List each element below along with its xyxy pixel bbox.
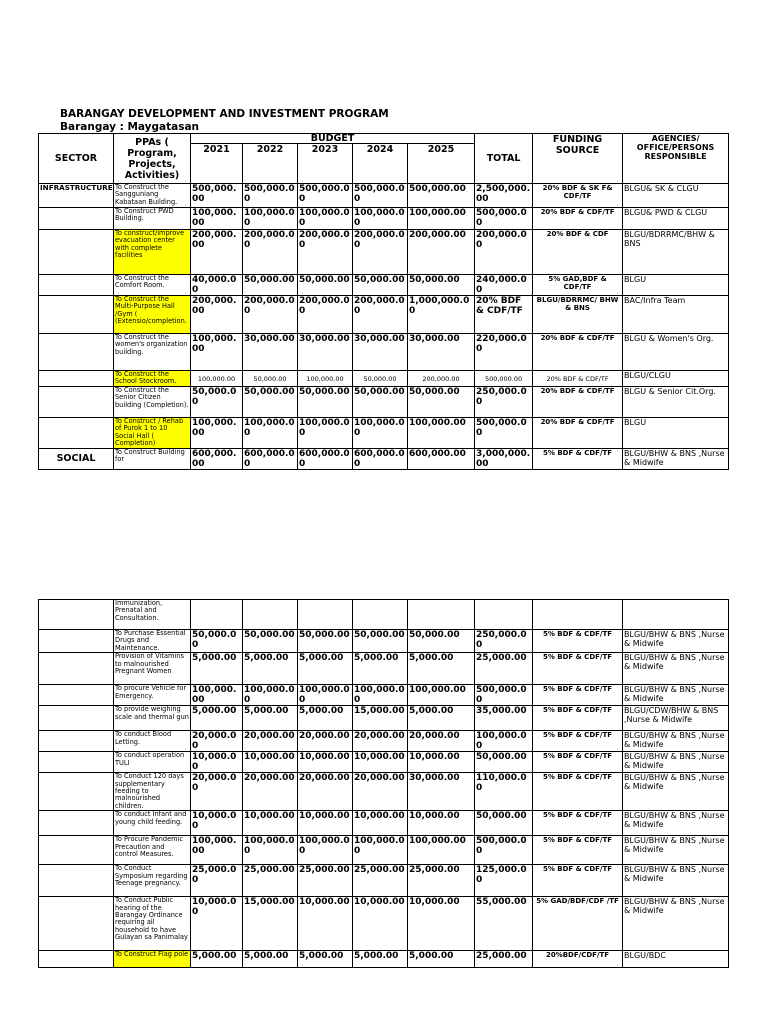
budget-2024-cell: 50,000.00 xyxy=(353,630,408,653)
budget-2025-cell: 30,000.00 xyxy=(408,773,475,811)
budget-2024-cell: 100,000.00 xyxy=(353,418,408,449)
ppa-cell: Immunization, Prenatal and Consultation. xyxy=(114,600,191,630)
budget-2025-cell: 100,000.00 xyxy=(408,418,475,449)
total-cell: 250,000.00 xyxy=(475,387,533,418)
budget-2024-cell: 5,000.00 xyxy=(353,951,408,968)
budget-2023-cell: 100,000.00 xyxy=(298,836,353,865)
budget-2024-cell: 100,000.00 xyxy=(353,836,408,865)
table-row xyxy=(39,184,729,208)
table-row xyxy=(39,387,729,418)
table-row xyxy=(39,865,729,897)
sector-cell xyxy=(39,811,114,836)
header-year-2024: 2024 xyxy=(353,144,408,184)
budget-2023-cell: 200,000.00 xyxy=(298,296,353,334)
sector-cell xyxy=(39,208,114,230)
budget-2021-cell: 200,000.00 xyxy=(191,230,243,275)
funding-cell: 5% BDF & CDF/TF xyxy=(533,865,623,897)
ppa-cell: To Conduct Symposium regarding Teenage pregnancy. xyxy=(114,865,191,897)
budget-2024-cell: 20,000.00 xyxy=(353,731,408,752)
table-row xyxy=(39,811,729,836)
sector-cell xyxy=(39,731,114,752)
sector-cell: SOCIAL xyxy=(39,448,114,469)
ppa-cell: To Construct the Multi-Purpose Hall /Gym ( (Extensio/completion. xyxy=(114,296,191,334)
total-cell: 500,000.00 xyxy=(475,685,533,706)
total-cell: 3,000,000.00 xyxy=(475,448,533,469)
agency-cell: BLGU & Senior Cit.Org. xyxy=(623,387,729,418)
budget-2023-cell: 50,000.00 xyxy=(298,387,353,418)
total-cell: 220,000.00 xyxy=(475,334,533,371)
funding-cell: BLGU/BDRRMC/ BHW & BNS xyxy=(533,296,623,334)
budget-2025-cell: 200,000.00 xyxy=(408,230,475,275)
funding-cell: 20% BDF & CDF/TF xyxy=(533,418,623,449)
agency-cell: BLGU/BHW & BNS ,Nurse & Midwife xyxy=(623,731,729,752)
budget-2024-cell: 200,000.00 xyxy=(353,230,408,275)
ppa-cell: To conduct operation TULI xyxy=(114,752,191,773)
total-cell: 35,000.00 xyxy=(475,706,533,731)
budget-2022-cell: 600,000.00 xyxy=(243,448,298,469)
header-year-2023: 2023 xyxy=(298,144,353,184)
budget-2021-cell: 10,000.00 xyxy=(191,752,243,773)
agency-cell: BLGU/BHW & BNS ,Nurse & Midwife xyxy=(623,685,729,706)
budget-2025-cell: 5,000.00 xyxy=(408,706,475,731)
budget-2021-cell: 20,000.00 xyxy=(191,773,243,811)
agency-cell: BLGU/BHW & BNS ,Nurse & Midwife xyxy=(623,836,729,865)
agency-cell: BAC/Infra Team xyxy=(623,296,729,334)
total-cell xyxy=(475,600,533,630)
total-cell: 20% BDF & CDF/TF xyxy=(475,296,533,334)
budget-2025-cell xyxy=(408,600,475,630)
table-row xyxy=(39,836,729,865)
budget-2024-cell: 20,000.00 xyxy=(353,773,408,811)
budget-2023-cell: 10,000.00 xyxy=(298,752,353,773)
budget-2021-cell: 25,000.00 xyxy=(191,865,243,897)
budget-2023-cell: 10,000.00 xyxy=(298,811,353,836)
sector-cell xyxy=(39,600,114,630)
funding-cell: 5% GAD/BDF/CDF /TF xyxy=(533,897,623,951)
budget-2024-cell: 100,000.00 xyxy=(353,685,408,706)
ppa-cell: To Construct the Comfort Room. xyxy=(114,275,191,296)
sector-cell xyxy=(39,951,114,968)
funding-cell: 20% BDF & CDF xyxy=(533,230,623,275)
table-row xyxy=(39,230,729,275)
funding-cell: 5% GAD,BDF & CDF/TF xyxy=(533,275,623,296)
total-cell: 125,000.00 xyxy=(475,865,533,897)
budget-2022-cell: 20,000.00 xyxy=(243,731,298,752)
sector-cell xyxy=(39,230,114,275)
budget-2022-cell: 100,000.00 xyxy=(243,208,298,230)
header-ppas: PPAs ( Program, Projects, Activities) xyxy=(114,134,191,184)
budget-2025-cell: 5,000.00 xyxy=(408,653,475,685)
total-cell: 55,000.00 xyxy=(475,897,533,951)
sector-cell xyxy=(39,334,114,371)
total-cell: 50,000.00 xyxy=(475,811,533,836)
total-cell: 50,000.00 xyxy=(475,752,533,773)
budget-2021-cell: 100,000.00 xyxy=(191,685,243,706)
budget-2025-cell: 5,000.00 xyxy=(408,951,475,968)
budget-2022-cell: 100,000.00 xyxy=(243,418,298,449)
budget-2022-cell: 10,000.00 xyxy=(243,811,298,836)
agency-cell: BLGU/CLGU xyxy=(623,371,729,387)
budget-2021-cell: 100,000.00 xyxy=(191,418,243,449)
funding-cell: 5% BDF & CDF/TF xyxy=(533,836,623,865)
budget-2023-cell: 20,000.00 xyxy=(298,731,353,752)
budget-2025-cell: 100,000.00 xyxy=(408,685,475,706)
funding-cell: 5% BDF & CDF/TF xyxy=(533,731,623,752)
ppa-cell: To Construct Flag pole xyxy=(114,951,191,968)
funding-cell: 20% BDF & SK F& CDF/TF xyxy=(533,184,623,208)
header-year-2025: 2025 xyxy=(408,144,475,184)
funding-cell: 5% BDF & CDF/TF xyxy=(533,706,623,731)
budget-2022-cell: 100,000.00 xyxy=(243,836,298,865)
ppa-cell: To Conduct 120 days supplementary feeding to malnourished children. xyxy=(114,773,191,811)
budget-2023-cell: 5,000.00 xyxy=(298,706,353,731)
budget-2024-cell: 25,000.00 xyxy=(353,865,408,897)
budget-2025-cell: 10,000.00 xyxy=(408,752,475,773)
agency-cell: BLGU/BHW & BNS ,Nurse & Midwife xyxy=(623,773,729,811)
ppa-cell: To construct/improve evacuation center with complete facilities xyxy=(114,230,191,275)
ppa-cell: Provision of Vitamins to malnourished Pregnant Women xyxy=(114,653,191,685)
sector-cell xyxy=(39,371,114,387)
budget-2022-cell: 5,000.00 xyxy=(243,653,298,685)
header-year-2021: 2021 xyxy=(191,144,243,184)
budget-2022-cell: 5,000.00 xyxy=(243,706,298,731)
total-cell: 2,500,000.00 xyxy=(475,184,533,208)
budget-2022-cell: 50,000.00 xyxy=(243,630,298,653)
budget-2022-cell: 200,000.00 xyxy=(243,296,298,334)
budget-2025-cell: 25,000.00 xyxy=(408,865,475,897)
funding-cell: 20% BDF & CDF/TF xyxy=(533,208,623,230)
ppa-cell: To Purchase Essential Drugs and Maintenance. xyxy=(114,630,191,653)
total-cell: 500,000.00 xyxy=(475,371,533,387)
header-year-2022: 2022 xyxy=(243,144,298,184)
agency-cell: BLGU/BHW & BNS ,Nurse & Midwife xyxy=(623,630,729,653)
funding-cell: 20% BDF & CDF/TF xyxy=(533,371,623,387)
sector-cell: INFRASTRUCTURE xyxy=(39,184,114,208)
table-row xyxy=(39,275,729,296)
ppa-cell: To Construct Building for xyxy=(114,448,191,469)
budget-table-2 xyxy=(38,599,729,968)
budget-2021-cell: 100,000.00 xyxy=(191,371,243,387)
table-row xyxy=(39,951,729,968)
header-funding: FUNDING SOURCE xyxy=(533,134,623,184)
document-title: BARANGAY DEVELOPMENT AND INVESTMENT PROGRAM xyxy=(60,108,389,120)
agency-cell xyxy=(623,600,729,630)
budget-2024-cell: 15,000.00 xyxy=(353,706,408,731)
sector-cell xyxy=(39,897,114,951)
agency-cell: BLGU xyxy=(623,418,729,449)
budget-2025-cell: 20,000.00 xyxy=(408,731,475,752)
budget-2023-cell: 500,000.00 xyxy=(298,184,353,208)
budget-2021-cell: 50,000.00 xyxy=(191,630,243,653)
table-row xyxy=(39,731,729,752)
agency-cell: BLGU& PWD & CLGU xyxy=(623,208,729,230)
funding-cell: 5% BDF & CDF/TF xyxy=(533,653,623,685)
total-cell: 110,000.00 xyxy=(475,773,533,811)
table-row xyxy=(39,685,729,706)
sector-cell xyxy=(39,865,114,897)
total-cell: 240,000.00 xyxy=(475,275,533,296)
budget-2025-cell: 50,000.00 xyxy=(408,630,475,653)
ppa-cell: To Construct / Rehab of Purok 1 to 10 Social Hall ( Completion) xyxy=(114,418,191,449)
funding-cell: 5% BDF & CDF/TF xyxy=(533,685,623,706)
budget-2023-cell: 100,000.00 xyxy=(298,685,353,706)
total-cell: 25,000.00 xyxy=(475,951,533,968)
total-cell: 200,000.00 xyxy=(475,230,533,275)
budget-2021-cell: 10,000.00 xyxy=(191,811,243,836)
agency-cell: BLGU/BHW & BNS ,Nurse & Midwife xyxy=(623,897,729,951)
total-cell: 100,000.00 xyxy=(475,731,533,752)
budget-2024-cell: 5,000.00 xyxy=(353,653,408,685)
budget-2021-cell: 100,000.00 xyxy=(191,836,243,865)
budget-2024-cell: 10,000.00 xyxy=(353,811,408,836)
budget-2025-cell: 10,000.00 xyxy=(408,897,475,951)
sector-cell xyxy=(39,418,114,449)
funding-cell xyxy=(533,600,623,630)
header-total: TOTAL xyxy=(475,134,533,184)
table-row xyxy=(39,630,729,653)
budget-2024-cell: 30,000.00 xyxy=(353,334,408,371)
sector-cell xyxy=(39,752,114,773)
budget-2023-cell: 50,000.00 xyxy=(298,630,353,653)
funding-cell: 20% BDF & CDF/TF xyxy=(533,334,623,371)
budget-2021-cell: 100,000.00 xyxy=(191,208,243,230)
total-cell: 250,000.00 xyxy=(475,630,533,653)
agency-cell: BLGU/BHW & BNS ,Nurse & Midwife xyxy=(623,448,729,469)
budget-2023-cell: 10,000.00 xyxy=(298,897,353,951)
ppa-cell: To Construct PWD Building. xyxy=(114,208,191,230)
ppa-cell: To Construct the School Stockroom. xyxy=(114,371,191,387)
budget-2023-cell: 600,000.00 xyxy=(298,448,353,469)
agency-cell: BLGU/BDC xyxy=(623,951,729,968)
budget-2023-cell: 5,000.00 xyxy=(298,951,353,968)
budget-2022-cell: 50,000.00 xyxy=(243,387,298,418)
barangay-name: Barangay : Maygatasan xyxy=(60,121,200,133)
agency-cell: BLGU/BHW & BNS ,Nurse & Midwife xyxy=(623,811,729,836)
budget-2025-cell: 50,000.00 xyxy=(408,387,475,418)
budget-2025-cell: 100,000.00 xyxy=(408,208,475,230)
sector-cell xyxy=(39,685,114,706)
budget-2024-cell: 50,000.00 xyxy=(353,387,408,418)
agency-cell: BLGU/BHW & BNS ,Nurse & Midwife xyxy=(623,865,729,897)
agency-cell: BLGU/BHW & BNS ,Nurse & Midwife xyxy=(623,752,729,773)
budget-2022-cell: 10,000.00 xyxy=(243,752,298,773)
ppa-cell: To Conduct Public hearing of the Barangay Ordinance requiring all household to have Gulayan sa Panimalay xyxy=(114,897,191,951)
budget-2021-cell: 40,000.00 xyxy=(191,275,243,296)
ppa-cell: To Procure Pandemic Precaution and control Measures. xyxy=(114,836,191,865)
budget-2021-cell: 200,000.00 xyxy=(191,296,243,334)
budget-2024-cell: 50,000.00 xyxy=(353,275,408,296)
budget-table-1 xyxy=(38,133,729,470)
funding-cell: 20%BDF/CDF/TF xyxy=(533,951,623,968)
total-cell: 500,000.00 xyxy=(475,836,533,865)
budget-2024-cell: 10,000.00 xyxy=(353,897,408,951)
budget-2024-cell: 200,000.00 xyxy=(353,296,408,334)
budget-2022-cell xyxy=(243,600,298,630)
budget-2023-cell: 30,000.00 xyxy=(298,334,353,371)
budget-2021-cell: 10,000.00 xyxy=(191,897,243,951)
budget-2022-cell: 20,000.00 xyxy=(243,773,298,811)
sector-cell xyxy=(39,653,114,685)
ppa-cell: To procure Vehicle for Emergency. xyxy=(114,685,191,706)
budget-2023-cell: 200,000.00 xyxy=(298,230,353,275)
agency-cell: BLGU & Women's Org. xyxy=(623,334,729,371)
total-cell: 25,000.00 xyxy=(475,653,533,685)
funding-cell: 5% BDF & CDF/TF xyxy=(533,752,623,773)
budget-2023-cell: 5,000.00 xyxy=(298,653,353,685)
budget-2024-cell: 10,000.00 xyxy=(353,752,408,773)
header-agencies: AGENCIES/ OFFICE/PERSONS RESPONSIBLE xyxy=(623,134,729,184)
budget-2021-cell: 500,000.00 xyxy=(191,184,243,208)
total-cell: 500,000.00 xyxy=(475,418,533,449)
sector-cell xyxy=(39,630,114,653)
table-row xyxy=(39,448,729,469)
budget-2021-cell: 5,000.00 xyxy=(191,653,243,685)
budget-2021-cell: 5,000.00 xyxy=(191,951,243,968)
budget-2021-cell: 50,000.00 xyxy=(191,387,243,418)
budget-2025-cell: 30,000.00 xyxy=(408,334,475,371)
budget-2023-cell: 20,000.00 xyxy=(298,773,353,811)
sector-cell xyxy=(39,296,114,334)
funding-cell: 5% BDF & CDF/TF xyxy=(533,811,623,836)
budget-2025-cell: 200,000.00 xyxy=(408,371,475,387)
agency-cell: BLGU/BDRRMC/BHW & BNS xyxy=(623,230,729,275)
table-row xyxy=(39,208,729,230)
sector-cell xyxy=(39,773,114,811)
budget-2021-cell: 600,000.00 xyxy=(191,448,243,469)
budget-2025-cell: 500,000.00 xyxy=(408,184,475,208)
budget-2025-cell: 100,000.00 xyxy=(408,836,475,865)
table-row xyxy=(39,752,729,773)
funding-cell: 5% BDF & CDF/TF xyxy=(533,630,623,653)
budget-2021-cell: 100,000.00 xyxy=(191,334,243,371)
budget-2025-cell: 50,000.00 xyxy=(408,275,475,296)
budget-2022-cell: 100,000.00 xyxy=(243,685,298,706)
budget-2024-cell: 600,000.00 xyxy=(353,448,408,469)
table-row xyxy=(39,371,729,387)
agency-cell: BLGU& SK & CLGU xyxy=(623,184,729,208)
budget-2023-cell: 100,000.00 xyxy=(298,371,353,387)
budget-2023-cell xyxy=(298,600,353,630)
budget-2021-cell xyxy=(191,600,243,630)
ppa-cell: To Construct the Senior Citizen building (Completion). xyxy=(114,387,191,418)
budget-2022-cell: 25,000.00 xyxy=(243,865,298,897)
budget-2023-cell: 25,000.00 xyxy=(298,865,353,897)
budget-2023-cell: 100,000.00 xyxy=(298,208,353,230)
table-row xyxy=(39,897,729,951)
funding-cell: 20% BDF & CDF/TF xyxy=(533,387,623,418)
budget-2025-cell: 1,000,000.00 xyxy=(408,296,475,334)
budget-2024-cell: 500,000.00 xyxy=(353,184,408,208)
budget-2022-cell: 5,000.00 xyxy=(243,951,298,968)
header-sector: SECTOR xyxy=(39,134,114,184)
header-budget: BUDGET xyxy=(191,134,475,144)
budget-2025-cell: 10,000.00 xyxy=(408,811,475,836)
budget-2022-cell: 500,000.00 xyxy=(243,184,298,208)
funding-cell: 5% BDF & CDF/TF xyxy=(533,448,623,469)
table-row xyxy=(39,334,729,371)
table-row xyxy=(39,773,729,811)
table-row xyxy=(39,296,729,334)
budget-2022-cell: 15,000.00 xyxy=(243,897,298,951)
table-row xyxy=(39,600,729,630)
table-row xyxy=(39,418,729,449)
total-cell: 500,000.00 xyxy=(475,208,533,230)
budget-2024-cell: 100,000.00 xyxy=(353,208,408,230)
ppa-cell: To provide weighing scale and thermal gun xyxy=(114,706,191,731)
agency-cell: BLGU xyxy=(623,275,729,296)
table-row xyxy=(39,653,729,685)
budget-2023-cell: 50,000.00 xyxy=(298,275,353,296)
budget-2021-cell: 20,000.00 xyxy=(191,731,243,752)
ppa-cell: To conduct Blood Letting. xyxy=(114,731,191,752)
budget-2024-cell xyxy=(353,600,408,630)
sector-cell xyxy=(39,387,114,418)
sector-cell xyxy=(39,275,114,296)
budget-2023-cell: 100,000.00 xyxy=(298,418,353,449)
table-row xyxy=(39,706,729,731)
budget-2022-cell: 30,000.00 xyxy=(243,334,298,371)
agency-cell: BLGU/BHW & BNS ,Nurse & Midwife xyxy=(623,653,729,685)
ppa-cell: To Construct the women's organization building. xyxy=(114,334,191,371)
budget-2022-cell: 50,000.00 xyxy=(243,371,298,387)
budget-2022-cell: 200,000.00 xyxy=(243,230,298,275)
agency-cell: BLGU/CDW/BHW & BNS ,Nurse & Midwife xyxy=(623,706,729,731)
budget-2025-cell: 600,000.00 xyxy=(408,448,475,469)
sector-cell xyxy=(39,836,114,865)
budget-2021-cell: 5,000.00 xyxy=(191,706,243,731)
budget-2024-cell: 50,000.00 xyxy=(353,371,408,387)
sector-cell xyxy=(39,706,114,731)
budget-2022-cell: 50,000.00 xyxy=(243,275,298,296)
ppa-cell: To conduct Infant and young child feeding. xyxy=(114,811,191,836)
funding-cell: 5% BDF & CDF/TF xyxy=(533,773,623,811)
ppa-cell: To Construct the Sangguniang Kabataan Building. xyxy=(114,184,191,208)
